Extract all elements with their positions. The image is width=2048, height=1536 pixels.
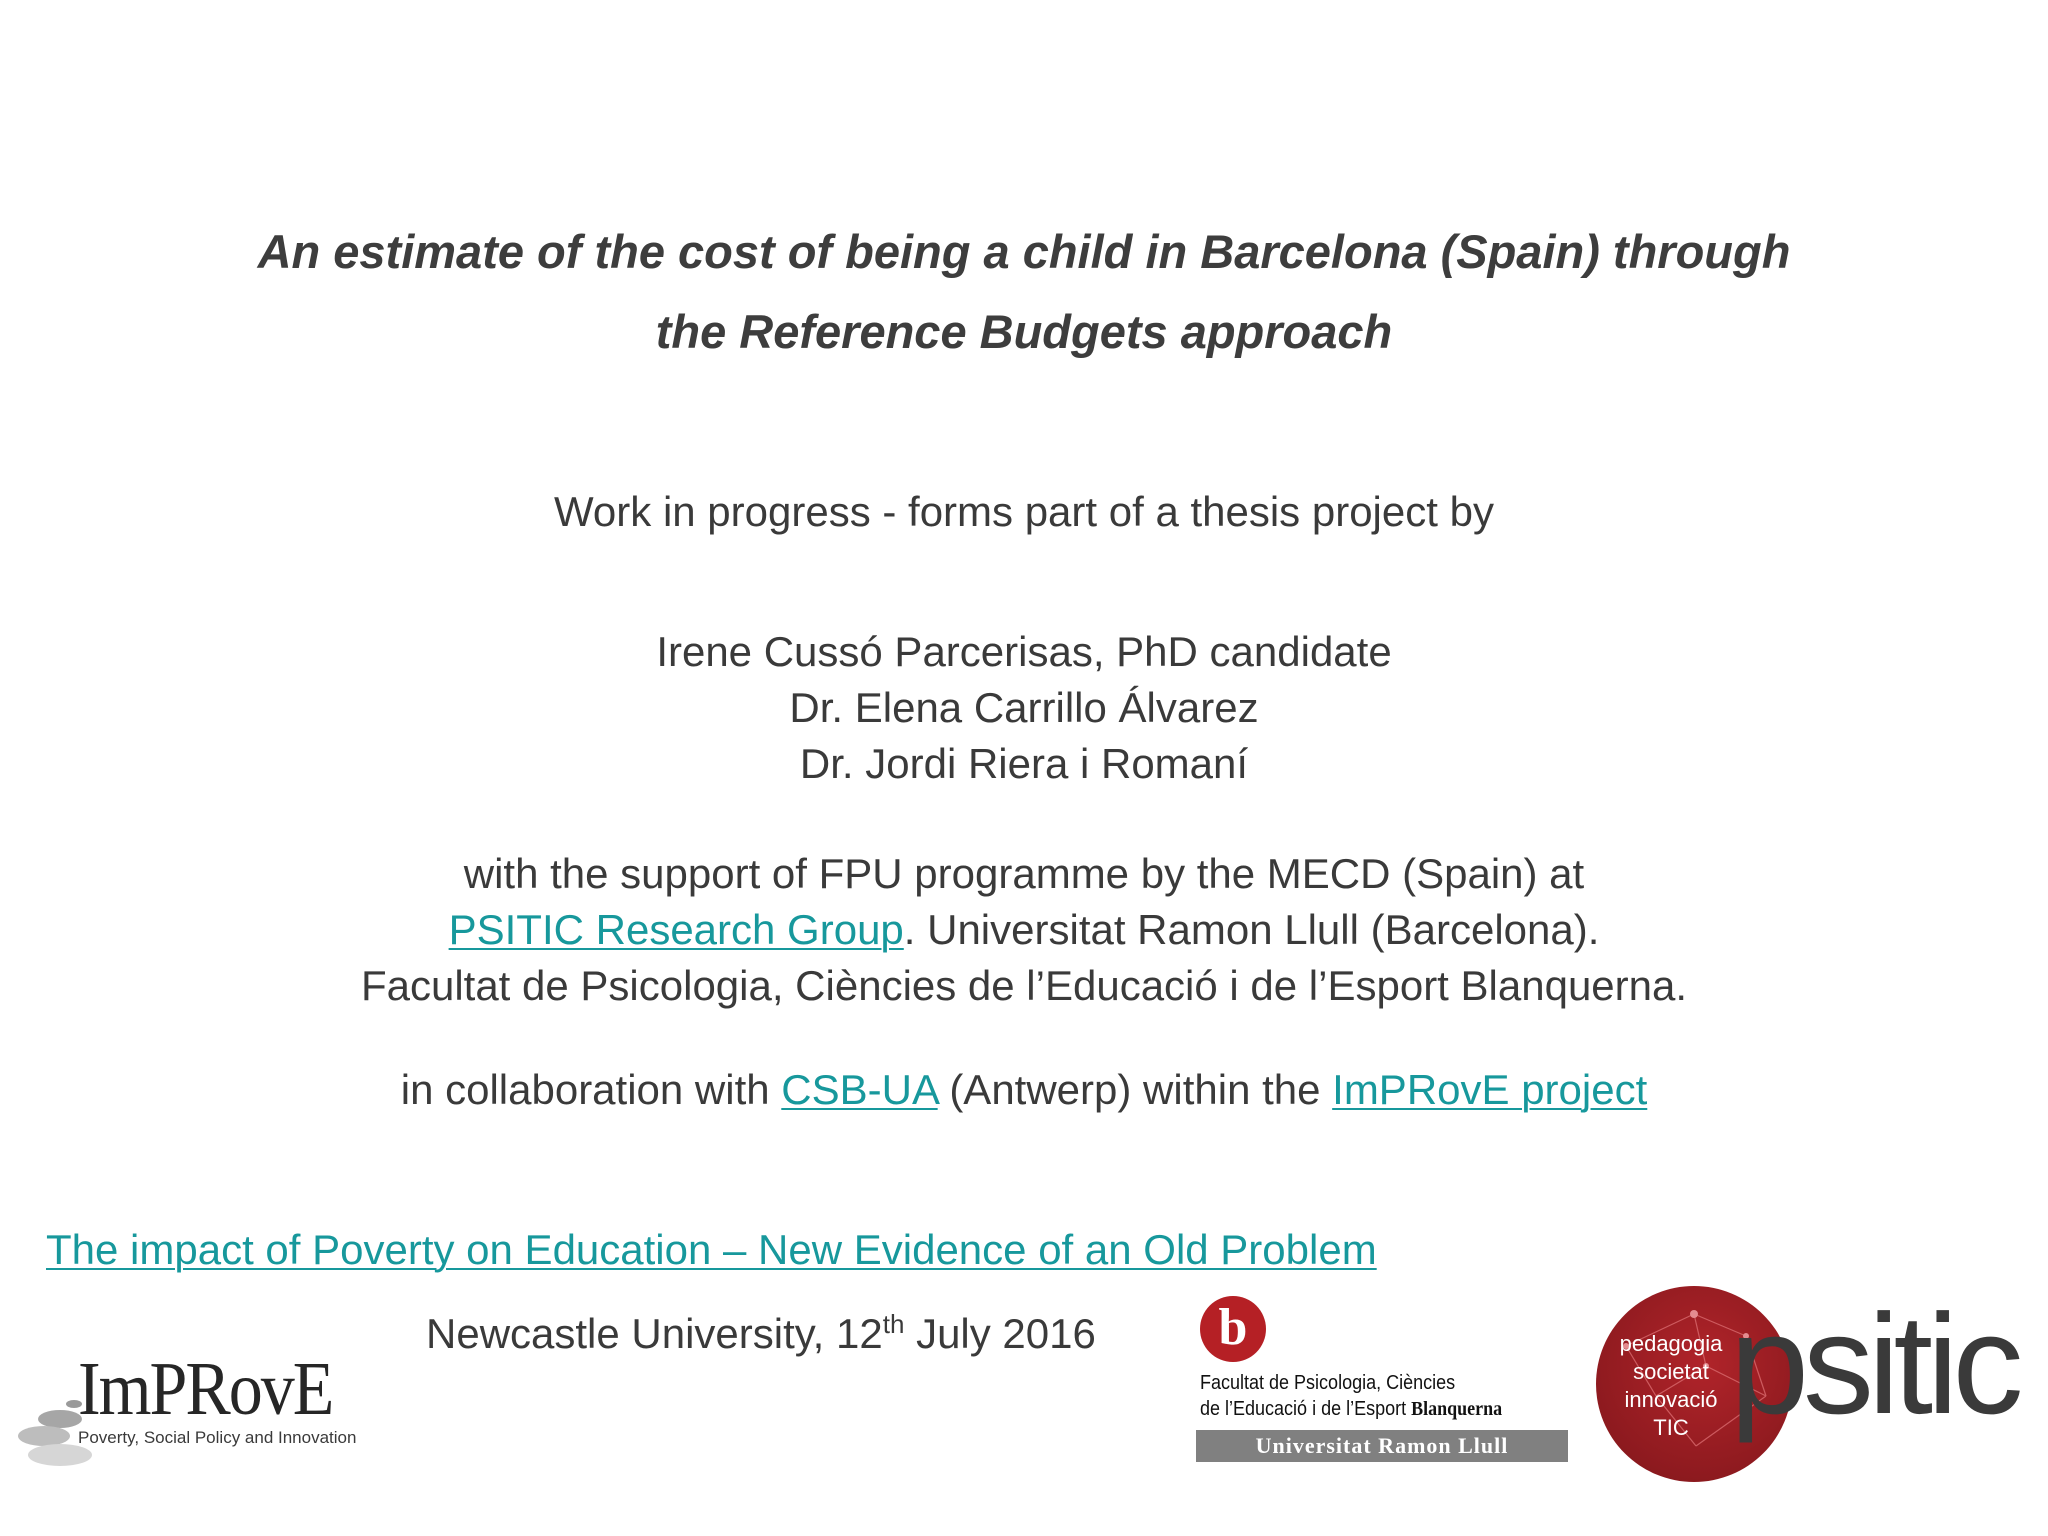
- psitic-words: [1596, 1330, 1746, 1442]
- improve-project-link[interactable]: ImPRovE project: [1332, 1066, 1648, 1113]
- psitic-research-group-link[interactable]: PSITIC Research Group: [448, 906, 904, 953]
- author-2: Dr. Elena Carrillo Álvarez: [789, 684, 1259, 731]
- venue-text: Newcastle University, 12: [426, 1310, 883, 1357]
- psitic-word-2: societat: [1633, 1359, 1709, 1384]
- improve-logo: [14, 1345, 374, 1468]
- blanquerna-line-2-bold: Blanquerna: [1411, 1398, 1503, 1420]
- blanquerna-logo: [1196, 1296, 1576, 1476]
- subtitle-text: Work in progress - forms part of a thesis project by: [554, 488, 1494, 535]
- event-title-link[interactable]: The impact of Poverty on Education – New Evidence of an Old Problem: [46, 1226, 1377, 1273]
- psitic-word-1: pedagogia: [1619, 1331, 1723, 1356]
- support-statement: [0, 846, 2048, 1014]
- improve-logo-wordmark: ImPRovE: [78, 1345, 333, 1431]
- improve-logo-tagline: Poverty, Social Policy and Innovation: [78, 1428, 357, 1447]
- author-1: Irene Cussó Parcerisas, PhD candidate: [656, 628, 1392, 675]
- support-line-2: [0, 902, 2048, 958]
- support-line-3: Facultat de Psicologia, Ciències de l’Educació i de l’Esport Blanquerna.: [360, 962, 1688, 1009]
- slide-title-line-2: the Reference Budgets approach: [655, 305, 1393, 358]
- csb-ua-link[interactable]: CSB-UA: [781, 1066, 938, 1113]
- venue-date-suffix: July 2016: [904, 1310, 1096, 1357]
- universitat-ramon-llull-bar: Universitat Ramon Llull: [1196, 1430, 1568, 1462]
- blanquerna-logo-text: [1200, 1370, 1502, 1422]
- event-venue-date: [426, 1306, 1096, 1362]
- logo-stone-icon: [18, 1426, 70, 1446]
- author-list: [0, 624, 2048, 792]
- psitic-word-3: innovació: [1624, 1387, 1718, 1412]
- psitic-word-4: TIC: [1653, 1415, 1689, 1440]
- venue-ordinal-suffix: th: [882, 1309, 905, 1339]
- blanquerna-line-2: de l’Educació i de l’Esport: [1200, 1398, 1412, 1420]
- psitic-wordmark: psitic: [1730, 1285, 2018, 1444]
- slide-title-line-1: An estimate of the cost of being a child in Barcelona (Spain) through: [257, 225, 1791, 278]
- support-line-1: with the support of FPU programme by the MECD (Spain) at: [463, 850, 1585, 897]
- blanquerna-b-icon: b: [1200, 1296, 1266, 1362]
- subtitle: [0, 484, 2048, 540]
- blanquerna-line-1: Facultat de Psicologia, Ciències: [1200, 1372, 1456, 1394]
- psitic-logo: [1596, 1286, 2026, 1486]
- collaboration-prefix: in collaboration with: [400, 1066, 782, 1113]
- support-line-2-text: . Universitat Ramon Llull (Barcelona).: [903, 906, 1600, 953]
- author-3: Dr. Jordi Riera i Romaní: [799, 740, 1249, 787]
- collaboration-statement: [0, 1062, 2048, 1118]
- slide-title: [0, 212, 2048, 372]
- collaboration-middle: (Antwerp) within the: [937, 1066, 1333, 1113]
